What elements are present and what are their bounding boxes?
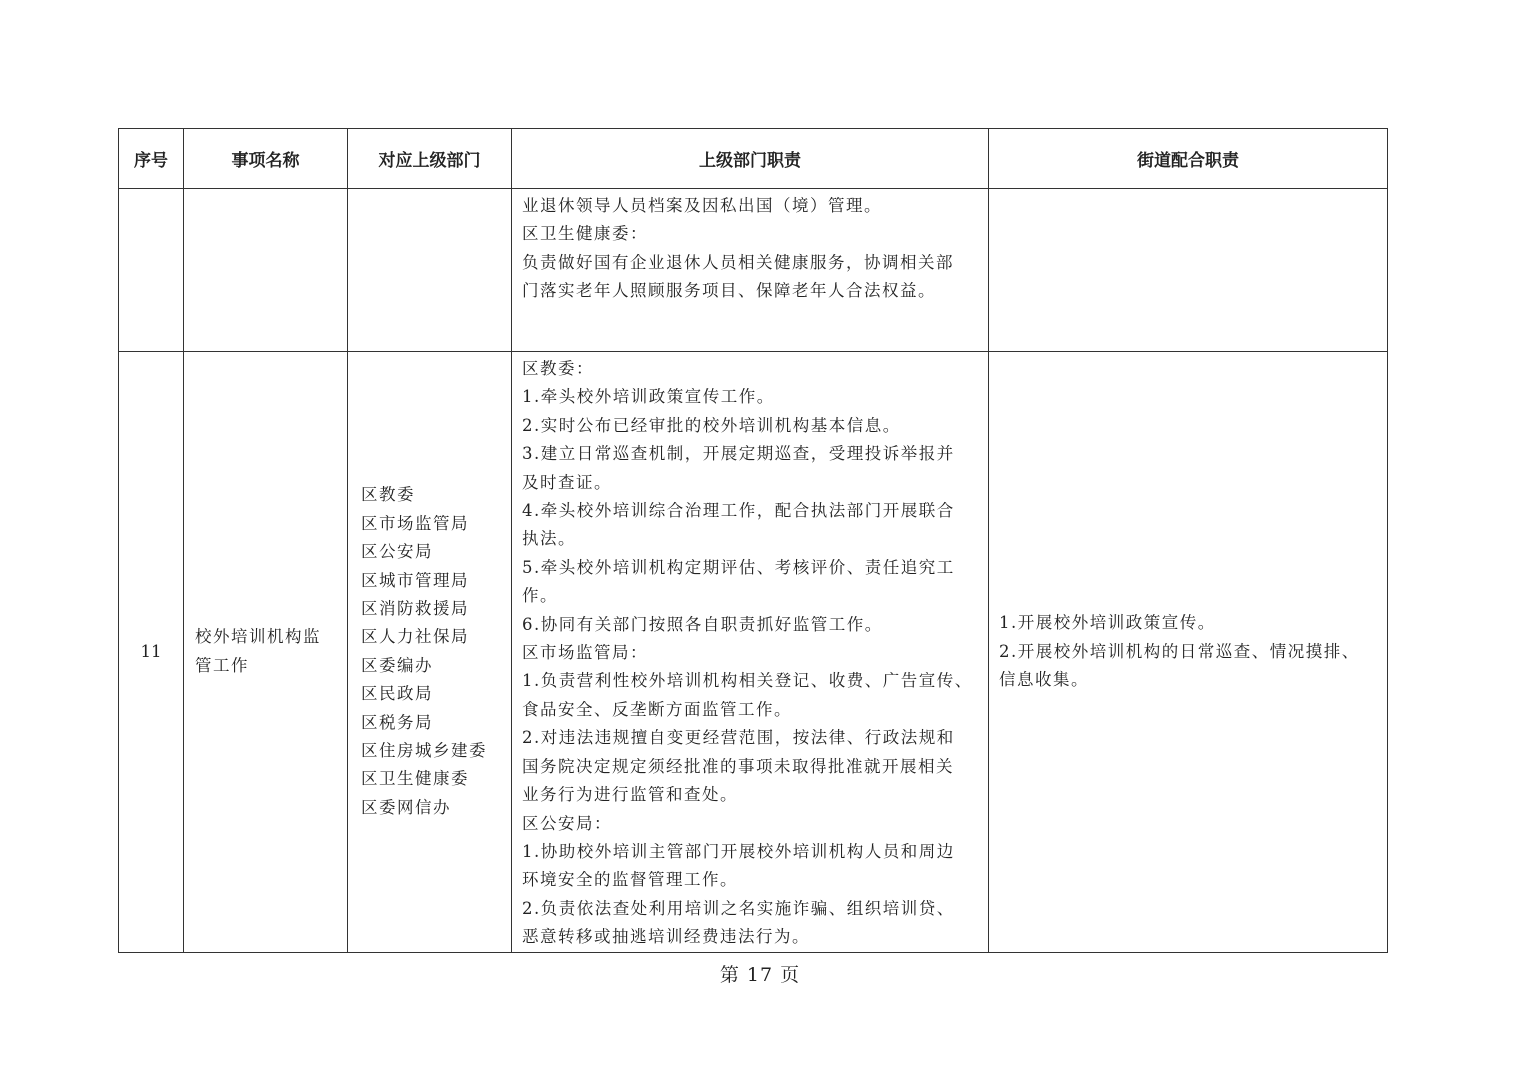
header-superior-duties: 上级部门职责	[512, 129, 989, 189]
header-superior-dept: 对应上级部门	[348, 129, 512, 189]
dept-item: 区委网信办	[361, 797, 451, 817]
table-row	[119, 189, 1388, 352]
item-name-line: 管工作	[195, 655, 249, 675]
duties-line: 区卫生健康委：	[522, 224, 648, 244]
dept-item: 区民政局	[361, 684, 433, 704]
duties-line: 执法。	[522, 529, 576, 549]
duties-line: 2.负责依法查处利用培训之名实施诈骗、组织培训贷、	[522, 898, 955, 918]
duties-line: 2.实时公布已经审批的校外培训机构基本信息。	[522, 415, 901, 435]
duties-line: 食品安全、反垄断方面监管工作。	[522, 699, 792, 719]
dept-item: 区住房城乡建委	[361, 740, 487, 760]
dept-item: 区市场监管局	[361, 513, 469, 533]
duties-line: 门落实老年人照顾服务项目、保障老年人合法权益。	[522, 281, 936, 301]
item-name-text	[184, 623, 347, 680]
duties-line: 5.牵头校外培训机构定期评估、考核评价、责任追究工	[522, 557, 955, 577]
duties-line: 区教委：	[522, 359, 594, 378]
header-item-name: 事项名称	[184, 129, 348, 189]
street-duties-cell	[989, 189, 1388, 352]
dept-item: 区教委	[361, 485, 415, 505]
header-street-duties: 街道配合职责	[989, 129, 1388, 189]
item-name-cell	[184, 189, 348, 352]
street-duties-text	[989, 609, 1387, 694]
duties-line: 1.负责营利性校外培训机构相关登记、收费、广告宣传、	[522, 671, 973, 691]
header-no: 序号	[119, 129, 184, 189]
dept-list	[348, 481, 511, 822]
dept-item: 区城市管理局	[361, 570, 469, 590]
street-duties-line: 信息收集。	[999, 669, 1089, 689]
header-row	[119, 129, 1388, 189]
page-number: 第 17 页	[719, 964, 801, 986]
duties-cell	[512, 352, 989, 953]
duties-line: 环境安全的监督管理工作。	[522, 870, 738, 890]
duties-line: 作。	[522, 586, 558, 606]
duties-text	[512, 189, 988, 306]
duties-line: 恶意转移或抽逃培训经费违法行为。	[522, 927, 810, 947]
duties-cell	[512, 189, 989, 352]
duties-line: 区市场监管局：	[522, 643, 648, 663]
street-duties-cell	[989, 352, 1388, 953]
street-duties-line: 1.开展校外培训政策宣传。	[999, 613, 1216, 633]
row-no-cell: 11	[119, 352, 184, 953]
dept-cell	[348, 352, 512, 953]
item-name-line: 校外培训机构监	[195, 627, 321, 647]
duties-line: 6.协同有关部门按照各自职责抓好监管工作。	[522, 614, 883, 634]
dept-item: 区消防救援局	[361, 598, 469, 618]
duty-table	[118, 128, 1388, 953]
dept-item: 区税务局	[361, 712, 433, 732]
dept-item: 区人力社保局	[361, 627, 469, 647]
dept-item: 区卫生健康委	[361, 769, 469, 789]
duties-line: 1.牵头校外培训政策宣传工作。	[522, 387, 775, 407]
dept-cell	[348, 189, 512, 352]
duties-line: 区公安局：	[522, 813, 612, 833]
table-row	[119, 352, 1388, 953]
duties-line: 负责做好国有企业退休人员相关健康服务，协调相关部	[522, 252, 954, 272]
item-name-cell	[184, 352, 348, 953]
duties-line: 国务院决定规定须经批准的事项未取得批准就开展相关	[522, 756, 954, 776]
dept-item: 区公安局	[361, 542, 433, 562]
duties-line: 及时查证。	[522, 472, 612, 492]
duties-line: 1.协助校外培训主管部门开展校外培训机构人员和周边	[522, 841, 955, 861]
duties-line: 4.牵头校外培训综合治理工作，配合执法部门开展联合	[522, 501, 955, 521]
street-duties-line: 2.开展校外培训机构的日常巡查、情况摸排、	[999, 641, 1360, 661]
duties-line: 2.对违法违规擅自变更经营范围，按法律、行政法规和	[522, 728, 955, 748]
duties-line: 业退休领导人员档案及因私出国（境）管理。	[522, 196, 882, 215]
duties-line: 3.建立日常巡查机制，开展定期巡查，受理投诉举报并	[522, 444, 955, 464]
duties-line: 业务行为进行监管和查处。	[522, 785, 738, 805]
row-no-cell	[119, 189, 184, 352]
dept-item: 区委编办	[361, 655, 433, 675]
duties-text	[512, 352, 988, 952]
